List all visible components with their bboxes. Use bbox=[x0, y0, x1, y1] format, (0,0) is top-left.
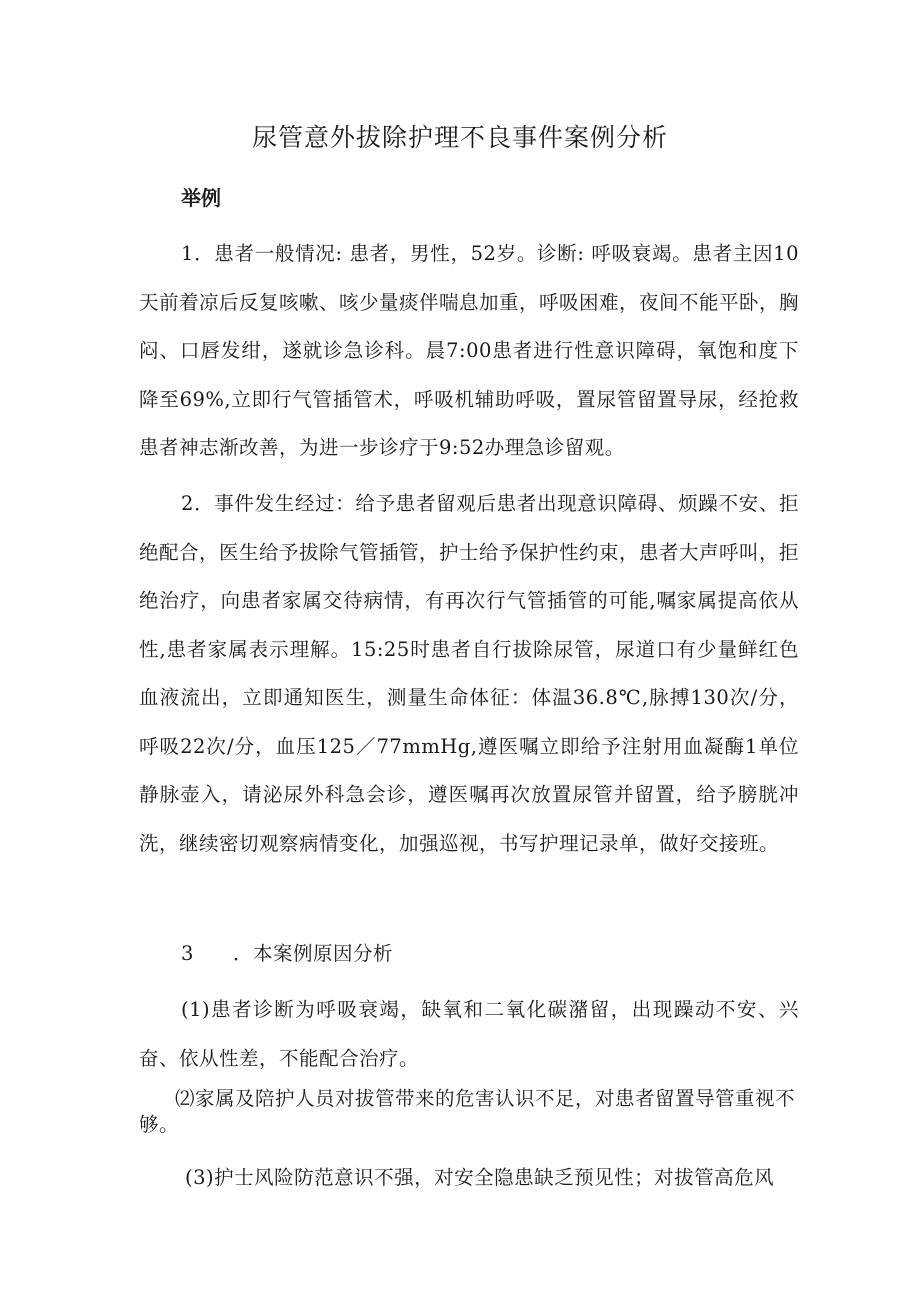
cause-text: (1)患者诊断为呼吸衰竭，缺氧和二氧化碳潴留，出现躁动不安、兴奋、依从性差，不能配合治疗。 bbox=[139, 998, 799, 1070]
paragraph-text: 1．患者一般情况: 患者，男性，52岁。诊断: 呼吸衰竭。患者主因10天前着凉后反复咳嗽、咳少量痰伴喘息加重，呼吸困难，夜间不能平卧，胸闷、口唇发绀，遂就诊急诊科。晨7:00患者进行性意识障碍，氧饱和度下降至69%,立即行气管插管术，呼吸机辅助呼吸，置尿管留置导尿，经抢救患者神志渐改善，为进一步诊疗于9:52办理急诊留观。 bbox=[139, 242, 800, 459]
section-number: 3 bbox=[181, 942, 194, 965]
paragraph-event-process bbox=[139, 480, 799, 868]
cause-item-2 bbox=[139, 1086, 799, 1138]
cause-item-1 bbox=[139, 986, 799, 1083]
cause-text: (3)护士风险防范意识不强，对安全隐患缺乏预见性；对拔管高危风 bbox=[185, 1166, 775, 1189]
page-title: 尿管意外拔除护理不良事件案例分析 bbox=[251, 123, 668, 152]
paragraph-text: 2．事件发生经过：给予患者留观后患者出现意识障碍、烦躁不安、拒绝配合，医生给予拔除气管插管，护士给予保护性约束，患者大声呼叫，拒绝治疗，向患者家属交待病情，有再次行气管插管的可能,嘱家属提高依从性,患者家属表示理解。15:25时患者自行拔除尿管，尿道口有少量鲜红色血液流出，立即通知医生，测量生命体征：体温36.8℃,脉搏130次/分，呼吸22次/分，血压125／77mmHg,遵医嘱立即给予注射用血凝酶1单位静脉壶入，请泌尿外科急会诊，遵医嘱再次放置尿管并留置，给予膀胱冲洗，继续密切观察病情变化，加强巡视，书写护理记录单，做好交接班。 bbox=[139, 492, 800, 855]
paragraph-patient-info bbox=[139, 230, 799, 473]
section-heading: 举例 bbox=[181, 186, 221, 210]
cause-item-3 bbox=[139, 1154, 799, 1203]
cause-text: ⑵家属及陪护人员对拔管带来的危害认识不足，对患者留置导管重视不够。 bbox=[139, 1087, 796, 1136]
section-title: ．本案例原因分析 bbox=[233, 942, 394, 965]
section-3-heading bbox=[139, 930, 799, 979]
